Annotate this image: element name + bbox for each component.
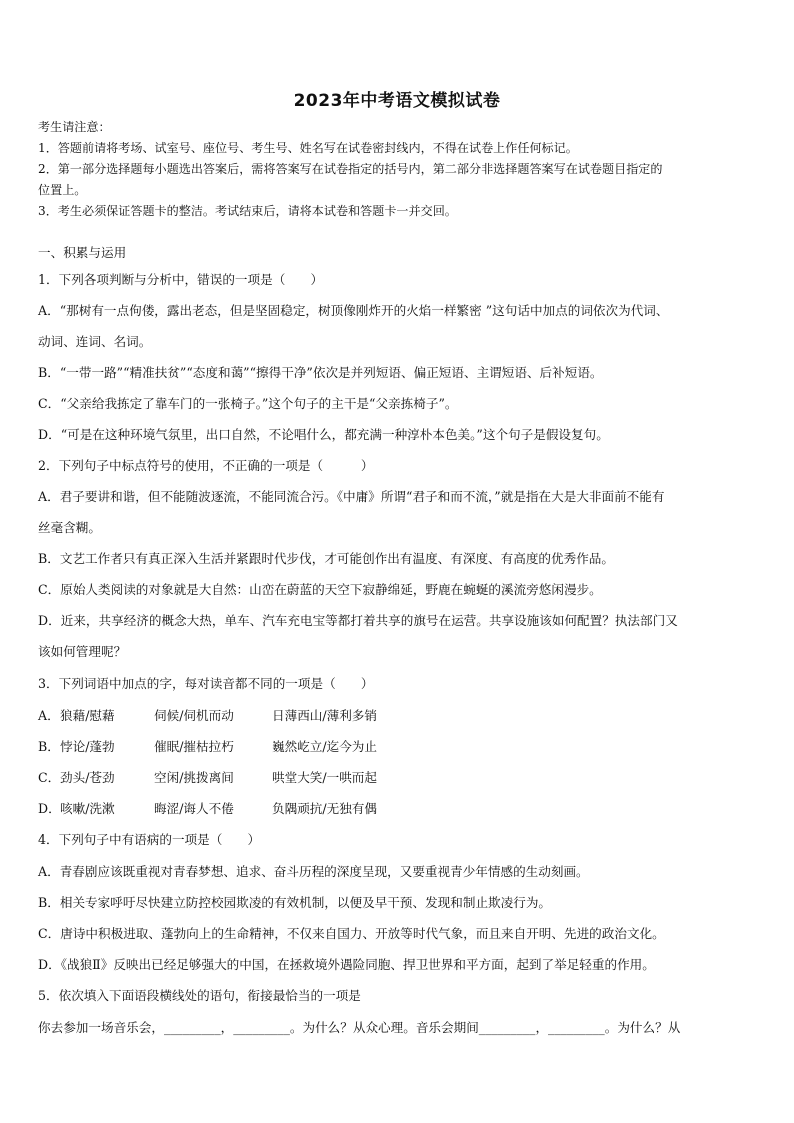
option-label: A． bbox=[38, 708, 60, 723]
section-heading: 一、积累与运用 bbox=[38, 245, 127, 260]
question-4-option-d: D．《战狼Ⅱ》反映出已经足够强大的中国，在拯救境外遇险同胞、捍卫世界和平方面，起到了举足轻重的作用。 bbox=[38, 957, 655, 972]
question-1-option-d: D．“可是在这种环境气氛里，出口自然，不论唱什么，都充满一种淳朴本色美。”这个句子是假设复句。 bbox=[38, 427, 609, 442]
option-label: D． bbox=[38, 801, 61, 816]
word-pair-1: 狼藉/慰藉 bbox=[60, 708, 115, 723]
page-title: 2023年中考语文模拟试卷 bbox=[293, 91, 501, 111]
word-pair-2: 催眠/摧枯拉朽 bbox=[154, 739, 234, 754]
question-2-option-a-cont: 丝毫含糊。 bbox=[38, 520, 101, 535]
notice-item-2: 2．第一部分选择题每小题选出答案后，需将答案写在试卷指定的括号内，第二部分非选择题答案写在试卷题目指定的 bbox=[38, 162, 663, 176]
word-pair-3: 巍然屹立/迄今为止 bbox=[272, 739, 377, 754]
word-pair-1: 劲头/苍劲 bbox=[60, 770, 115, 785]
question-2-option-a: A．君子要讲和谐，但不能随波逐流，不能同流合污。《中庸》所谓“君子和而不流，”就是指在大是大非面前不能有 bbox=[38, 489, 665, 504]
question-2-option-d: D．近来，共享经济的概念大热，单车、汽车充电宝等都打着共享的旗号在运营。共享设施该如何配置？执法部门又 bbox=[38, 613, 678, 628]
question-2-stem: 2．下列句子中标点符号的使用，不正确的一项是（ ） bbox=[38, 458, 374, 473]
question-1-stem: 1．下列各项判断与分析中，错误的一项是（ ） bbox=[38, 272, 324, 287]
word-pair-2: 空闲/挑拨离间 bbox=[154, 770, 234, 785]
question-4-option-a: A．青春剧应该既重视对青春梦想、追求、奋斗历程的深度呈现，又要重视青少年情感的生动刻画。 bbox=[38, 864, 589, 879]
question-1-option-a-cont: 动词、连词、名词。 bbox=[38, 334, 152, 349]
question-1-option-a: A．“那树有一点佝偻，露出老态，但是坚固稳定，树顶像刚炸开的火焰一样繁密 ”这句话中加点的词依次为代词、 bbox=[38, 303, 669, 318]
notice-heading: 考生请注意： bbox=[38, 120, 111, 134]
word-pair-1: 悖论/蓬勃 bbox=[60, 739, 115, 754]
option-label: C． bbox=[38, 770, 61, 785]
question-4-option-c: C．唐诗中积极进取、蓬勃向上的生命精神，不仅来自国力、开放等时代气象，而且来自开明、先进的政治文化。 bbox=[38, 926, 665, 941]
question-4-stem: 4．下列句子中有语病的一项是（ ） bbox=[38, 832, 261, 847]
word-pair-3: 负隅顽抗/无独有偶 bbox=[272, 801, 377, 816]
word-pair-3: 哄堂大笑/一哄而起 bbox=[272, 770, 377, 785]
question-5-passage: 你去参加一场音乐会，_________，_________。为什么？从众心理。音乐会期间_________，_________。为什么？从 bbox=[38, 1020, 681, 1035]
word-pair-1: 咳嗽/洗漱 bbox=[60, 801, 115, 816]
question-1-option-b: B．“一带一路”“精准扶贫”“态度和蔼”“擦得干净”依次是并列短语、偏正短语、主谓短语、后补短语。 bbox=[38, 365, 603, 380]
option-label: B． bbox=[38, 739, 60, 754]
word-pair-2: 伺候/伺机而动 bbox=[154, 708, 234, 723]
notice-item-3: 3．考生必须保证答题卡的整洁。考试结束后，请将本试卷和答题卡一并交回。 bbox=[38, 204, 457, 218]
question-2-option-d-cont: 该如何管理呢？ bbox=[38, 644, 127, 659]
notice-item-1: 1．答题前请将考场、试室号、座位号、考生号、姓名写在试卷密封线内，不得在试卷上作任何标记。 bbox=[38, 141, 578, 155]
question-2-option-c: C．原始人类阅读的对象就是大自然：山峦在蔚蓝的天空下寂静绵延，野鹿在蜿蜒的溪流旁悠闲漫步。 bbox=[38, 582, 602, 597]
question-2-option-b: B．文艺工作者只有真正深入生活并紧跟时代步伐，才可能创作出有温度、有深度、有高度的优秀作品。 bbox=[38, 551, 614, 566]
notice-item-2-cont: 位置上。 bbox=[38, 183, 87, 197]
word-pair-3: 日薄西山/薄利多销 bbox=[272, 708, 377, 723]
word-pair-2: 晦涩/诲人不倦 bbox=[154, 801, 234, 816]
question-1-option-c: C．“父亲给我拣定了靠车门的一张椅子。”这个句子的主干是“父亲拣椅子”。 bbox=[38, 396, 458, 411]
question-5-stem: 5．依次填入下面语段横线处的语句，衔接最恰当的一项是 bbox=[38, 988, 361, 1003]
question-3-stem: 3．下列词语中加点的字，每对读音都不同的一项是（ ） bbox=[38, 676, 374, 691]
question-4-option-b: B．相关专家呼吁尽快建立防控校园欺凌的有效机制，以便及早干预、发现和制止欺凌行为。 bbox=[38, 895, 552, 910]
